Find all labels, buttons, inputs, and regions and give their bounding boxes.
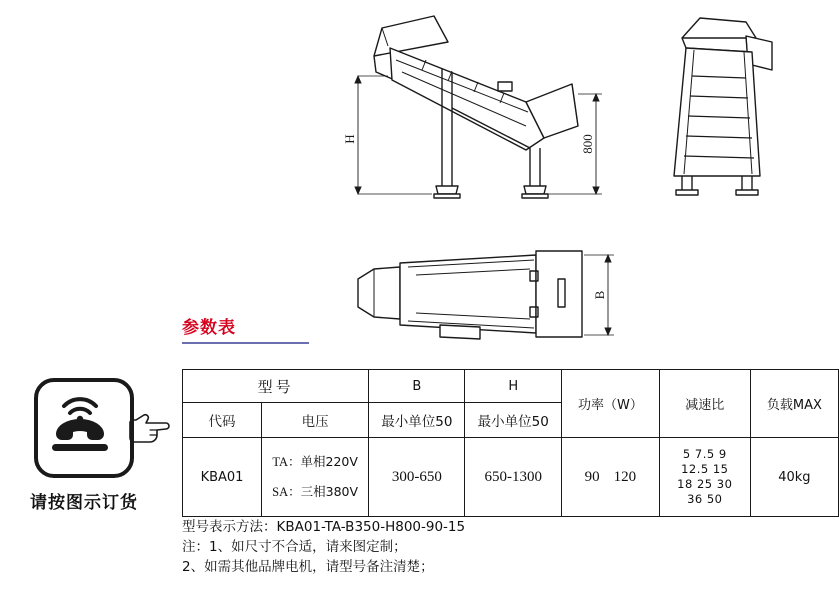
order-instruction-label: 请按图示订货: [30, 493, 138, 513]
power-value-90: 90: [584, 468, 600, 485]
telephone-icon: [38, 382, 122, 466]
ratio-line-4: 36 50: [687, 492, 723, 506]
title-underline-rule: [182, 342, 309, 344]
note-line-2: 2、如需其他品牌电机，请型号备注清楚；: [182, 559, 434, 575]
cell-h-range: 650-1300: [465, 438, 562, 517]
ratio-line-2: 12.5 15: [681, 462, 729, 476]
table-row: [183, 438, 839, 517]
header-code: 代码: [183, 403, 262, 438]
header-b-sub: 最小单位50: [369, 403, 465, 438]
parameter-table-title-wrap: [182, 318, 302, 338]
header-voltage: 电压: [262, 403, 369, 438]
note-line-1: 注：1、如尺寸不合适，请来图定制；: [182, 539, 407, 555]
ratio-line-1: 5 7.5 9: [682, 447, 727, 461]
parameter-table: [182, 369, 839, 517]
header-load: 负载MAX: [750, 370, 838, 438]
telephone-icon-box: [34, 378, 134, 478]
header-model-group: 型号: [183, 370, 369, 403]
header-h-sub: 最小单位50: [465, 403, 562, 438]
hand-pointing-icon: [126, 408, 170, 448]
parameter-table-title: 参数表: [182, 318, 236, 338]
ratio-line-3: 18 25 30: [677, 477, 733, 491]
cell-code: KBA01: [183, 438, 262, 517]
front-view-drawing: [660, 8, 790, 208]
side-view-h-label: H: [342, 134, 357, 144]
voltage-value-ta: 单相220V: [300, 454, 358, 469]
note-model-format: 型号表示方法：KBA01-TA-B350-H800-90-15: [182, 519, 466, 535]
side-view-800-label: 800: [580, 134, 595, 154]
voltage-value-sa: 三相380V: [300, 484, 359, 499]
voltage-tag-ta: TA：: [272, 455, 301, 469]
cell-ratio: [659, 438, 750, 517]
voltage-line-sa: [266, 477, 364, 507]
voltage-line-ta: [266, 447, 364, 477]
power-value-120: 120: [613, 468, 637, 485]
header-h-top: H: [465, 370, 562, 403]
side-view-drawing: [330, 8, 620, 208]
header-power: 功率（W）: [562, 370, 660, 438]
cell-load: 40kg: [750, 438, 838, 517]
voltage-tag-sa: SA：: [272, 485, 301, 499]
header-b-top: B: [369, 370, 465, 403]
top-view-drawing: [340, 245, 630, 345]
header-ratio: 减速比: [659, 370, 750, 438]
table-header-row-1: [183, 370, 839, 403]
cell-power: [562, 438, 660, 517]
cell-b-range: 300-650: [369, 438, 465, 517]
cell-voltage: [262, 438, 369, 517]
notes-block: [182, 517, 702, 577]
top-view-b-label: B: [592, 290, 607, 300]
